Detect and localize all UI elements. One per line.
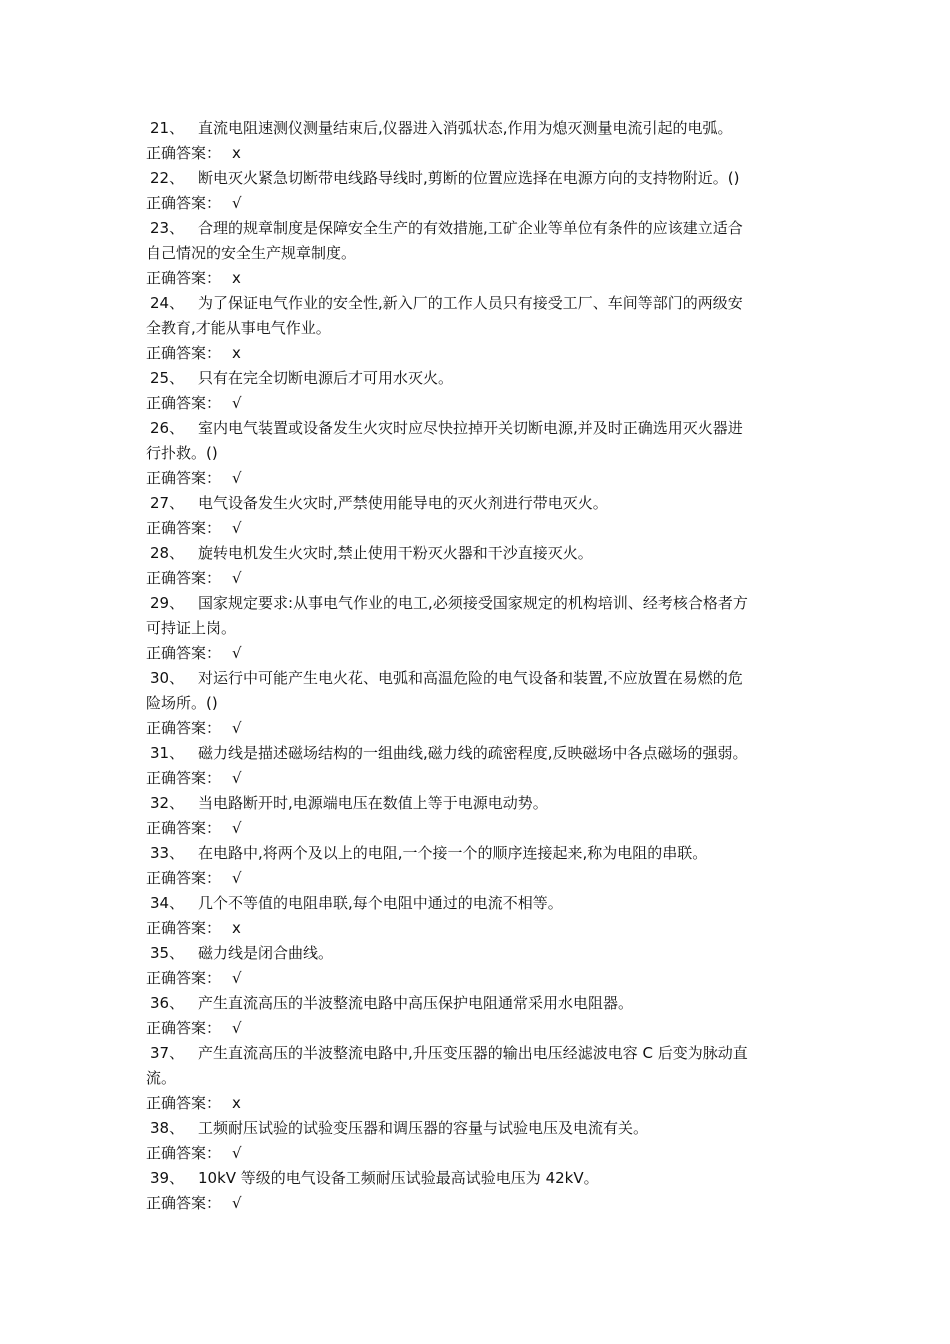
question-number: 35、	[150, 944, 185, 962]
question-line-first	[146, 741, 812, 766]
question-line-first	[146, 1166, 812, 1191]
question-line-first	[146, 891, 812, 916]
question-line-continued	[146, 1066, 812, 1091]
answer-value: √	[232, 769, 242, 787]
question-text	[146, 116, 812, 141]
question-text	[146, 1166, 812, 1191]
question-text	[146, 941, 812, 966]
question-number: 28、	[150, 544, 185, 562]
question-line-text: 只有在完全切断电源后才可用水灭火。	[198, 369, 454, 387]
answer-label: 正确答案：	[146, 469, 222, 487]
question-line-first	[146, 1116, 812, 1141]
answer-value: √	[232, 819, 242, 837]
question-text	[146, 591, 812, 641]
answer-row	[146, 1091, 812, 1116]
question-text	[146, 491, 812, 516]
question-line-text: 断电灭火紧急切断带电线路导线时,剪断的位置应选择在电源方向的支持物附近。()	[198, 169, 740, 187]
question-item	[146, 1166, 812, 1216]
question-item	[146, 941, 812, 991]
answer-label: 正确答案：	[146, 394, 222, 412]
question-number: 39、	[150, 1169, 185, 1187]
question-item	[146, 666, 812, 741]
answer-label: 正确答案：	[146, 194, 222, 212]
question-line-text: 行扑救。()	[146, 444, 218, 462]
answer-label: 正确答案：	[146, 569, 222, 587]
answer-label: 正确答案：	[146, 1194, 222, 1212]
question-line-first	[146, 416, 812, 441]
question-number: 31、	[150, 744, 185, 762]
answer-label: 正确答案：	[146, 144, 222, 162]
question-line-first	[146, 491, 812, 516]
answer-row	[146, 766, 812, 791]
answer-row	[146, 816, 812, 841]
question-line-text: 国家规定要求:从事电气作业的电工,必须接受国家规定的机构培训、经考核合格者方	[198, 594, 748, 612]
question-item	[146, 741, 812, 791]
question-line-first	[146, 166, 812, 191]
question-line-first	[146, 991, 812, 1016]
answer-row	[146, 916, 812, 941]
question-line-text: 流。	[146, 1069, 177, 1087]
answer-label: 正确答案：	[146, 644, 222, 662]
question-number: 37、	[150, 1044, 185, 1062]
question-number: 32、	[150, 794, 185, 812]
question-text	[146, 366, 812, 391]
answer-label: 正确答案：	[146, 869, 222, 887]
answer-value: x	[232, 144, 241, 162]
answer-row	[146, 266, 812, 291]
question-number: 26、	[150, 419, 185, 437]
question-line-first	[146, 841, 812, 866]
question-text	[146, 416, 812, 466]
answer-label: 正确答案：	[146, 269, 222, 287]
question-number: 27、	[150, 494, 185, 512]
answer-label: 正确答案：	[146, 719, 222, 737]
question-text	[146, 1041, 812, 1091]
answer-row	[146, 716, 812, 741]
answer-value: x	[232, 344, 241, 362]
question-line-continued	[146, 616, 812, 641]
question-number: 23、	[150, 219, 185, 237]
answer-label: 正确答案：	[146, 819, 222, 837]
question-text	[146, 741, 812, 766]
question-line-text: 产生直流高压的半波整流电路中,升压变压器的输出电压经滤波电容 C 后变为脉动直	[198, 1044, 748, 1062]
answer-label: 正确答案：	[146, 1019, 222, 1037]
answer-label: 正确答案：	[146, 519, 222, 537]
answer-row	[146, 566, 812, 591]
question-line-continued	[146, 241, 812, 266]
question-number: 30、	[150, 669, 185, 687]
question-item	[146, 791, 812, 841]
answer-value: √	[232, 644, 242, 662]
question-list	[146, 116, 812, 1216]
question-item	[146, 841, 812, 891]
answer-row	[146, 191, 812, 216]
question-line-text: 旋转电机发生火灾时,禁止使用干粉灭火器和干沙直接灭火。	[198, 544, 593, 562]
question-number: 34、	[150, 894, 185, 912]
question-line-first	[146, 116, 812, 141]
question-item	[146, 166, 812, 216]
answer-value: √	[232, 194, 242, 212]
answer-value: x	[232, 919, 241, 937]
question-item	[146, 216, 812, 291]
question-line-first	[146, 291, 812, 316]
question-line-text: 当电路断开时,电源端电压在数值上等于电源电动势。	[198, 794, 548, 812]
question-line-continued	[146, 441, 812, 466]
question-line-text: 磁力线是描述磁场结构的一组曲线,磁力线的疏密程度,反映磁场中各点磁场的强弱。	[198, 744, 748, 762]
question-number: 22、	[150, 169, 185, 187]
question-item	[146, 291, 812, 366]
question-number: 29、	[150, 594, 185, 612]
question-text	[146, 791, 812, 816]
answer-value: √	[232, 1144, 242, 1162]
answer-row	[146, 641, 812, 666]
question-item	[146, 491, 812, 541]
answer-row	[146, 141, 812, 166]
answer-row	[146, 866, 812, 891]
question-number: 24、	[150, 294, 185, 312]
question-text	[146, 841, 812, 866]
answer-row	[146, 1191, 812, 1216]
answer-value: √	[232, 469, 242, 487]
question-line-text: 自己情况的安全生产规章制度。	[146, 244, 357, 262]
answer-label: 正确答案：	[146, 969, 222, 987]
question-line-text: 10kV 等级的电气设备工频耐压试验最高试验电压为 42kV。	[198, 1169, 599, 1187]
question-item	[146, 591, 812, 666]
question-item	[146, 891, 812, 941]
question-line-text: 电气设备发生火灾时,严禁使用能导电的灭火剂进行带电灭火。	[198, 494, 608, 512]
question-line-text: 直流电阻速测仪测量结束后,仪器进入消弧状态,作用为熄灭测量电流引起的电弧。	[198, 119, 733, 137]
question-line-first	[146, 791, 812, 816]
answer-label: 正确答案：	[146, 769, 222, 787]
answer-value: √	[232, 1019, 242, 1037]
question-line-first	[146, 216, 812, 241]
question-text	[146, 666, 812, 716]
question-item	[146, 116, 812, 166]
answer-label: 正确答案：	[146, 919, 222, 937]
answer-row	[146, 966, 812, 991]
question-number: 21、	[150, 119, 185, 137]
question-line-text: 全教育,才能从事电气作业。	[146, 319, 331, 337]
answer-value: √	[232, 869, 242, 887]
answer-row	[146, 1141, 812, 1166]
question-number: 38、	[150, 1119, 185, 1137]
question-line-first	[146, 366, 812, 391]
question-item	[146, 366, 812, 416]
question-line-first	[146, 1041, 812, 1066]
answer-row	[146, 516, 812, 541]
question-text	[146, 541, 812, 566]
question-text	[146, 216, 812, 266]
question-item	[146, 541, 812, 591]
answer-label: 正确答案：	[146, 1144, 222, 1162]
answer-label: 正确答案：	[146, 1094, 222, 1112]
answer-value: √	[232, 569, 242, 587]
answer-value: √	[232, 519, 242, 537]
question-line-text: 为了保证电气作业的安全性,新入厂的工作人员只有接受工厂、车间等部门的两级安	[198, 294, 743, 312]
answer-row	[146, 466, 812, 491]
answer-value: √	[232, 719, 242, 737]
question-line-text: 在电路中,将两个及以上的电阻,一个接一个的顺序连接起来,称为电阻的串联。	[198, 844, 708, 862]
question-number: 25、	[150, 369, 185, 387]
question-line-text: 对运行中可能产生电火花、电弧和高温危险的电气设备和装置,不应放置在易燃的危	[198, 669, 743, 687]
question-line-continued	[146, 691, 812, 716]
answer-row	[146, 341, 812, 366]
question-item	[146, 1116, 812, 1166]
question-line-first	[146, 541, 812, 566]
question-line-text: 几个不等值的电阻串联,每个电阻中通过的电流不相等。	[198, 894, 563, 912]
question-line-first	[146, 941, 812, 966]
question-text	[146, 991, 812, 1016]
question-line-text: 可持证上岗。	[146, 619, 237, 637]
question-number: 33、	[150, 844, 185, 862]
question-item	[146, 416, 812, 491]
question-line-text: 磁力线是闭合曲线。	[198, 944, 334, 962]
answer-label: 正确答案：	[146, 344, 222, 362]
question-line-continued	[146, 316, 812, 341]
question-line-first	[146, 666, 812, 691]
question-line-text: 产生直流高压的半波整流电路中高压保护电阻通常采用水电阻器。	[198, 994, 634, 1012]
answer-value: x	[232, 1094, 241, 1112]
answer-value: √	[232, 394, 242, 412]
question-line-first	[146, 591, 812, 616]
answer-row	[146, 1016, 812, 1041]
question-line-text: 室内电气装置或设备发生火灾时应尽快拉掉开关切断电源,并及时正确选用灭火器进	[198, 419, 743, 437]
question-item	[146, 1041, 812, 1116]
question-text	[146, 291, 812, 341]
answer-row	[146, 391, 812, 416]
question-number: 36、	[150, 994, 185, 1012]
question-line-text: 工频耐压试验的试验变压器和调压器的容量与试验电压及电流有关。	[198, 1119, 649, 1137]
answer-value: x	[232, 269, 241, 287]
question-text	[146, 891, 812, 916]
question-line-text: 险场所。()	[146, 694, 218, 712]
question-text	[146, 166, 812, 191]
answer-value: √	[232, 969, 242, 987]
question-text	[146, 1116, 812, 1141]
answer-value: √	[232, 1194, 242, 1212]
question-item	[146, 991, 812, 1041]
question-line-text: 合理的规章制度是保障安全生产的有效措施,工矿企业等单位有条件的应该建立适合	[198, 219, 743, 237]
